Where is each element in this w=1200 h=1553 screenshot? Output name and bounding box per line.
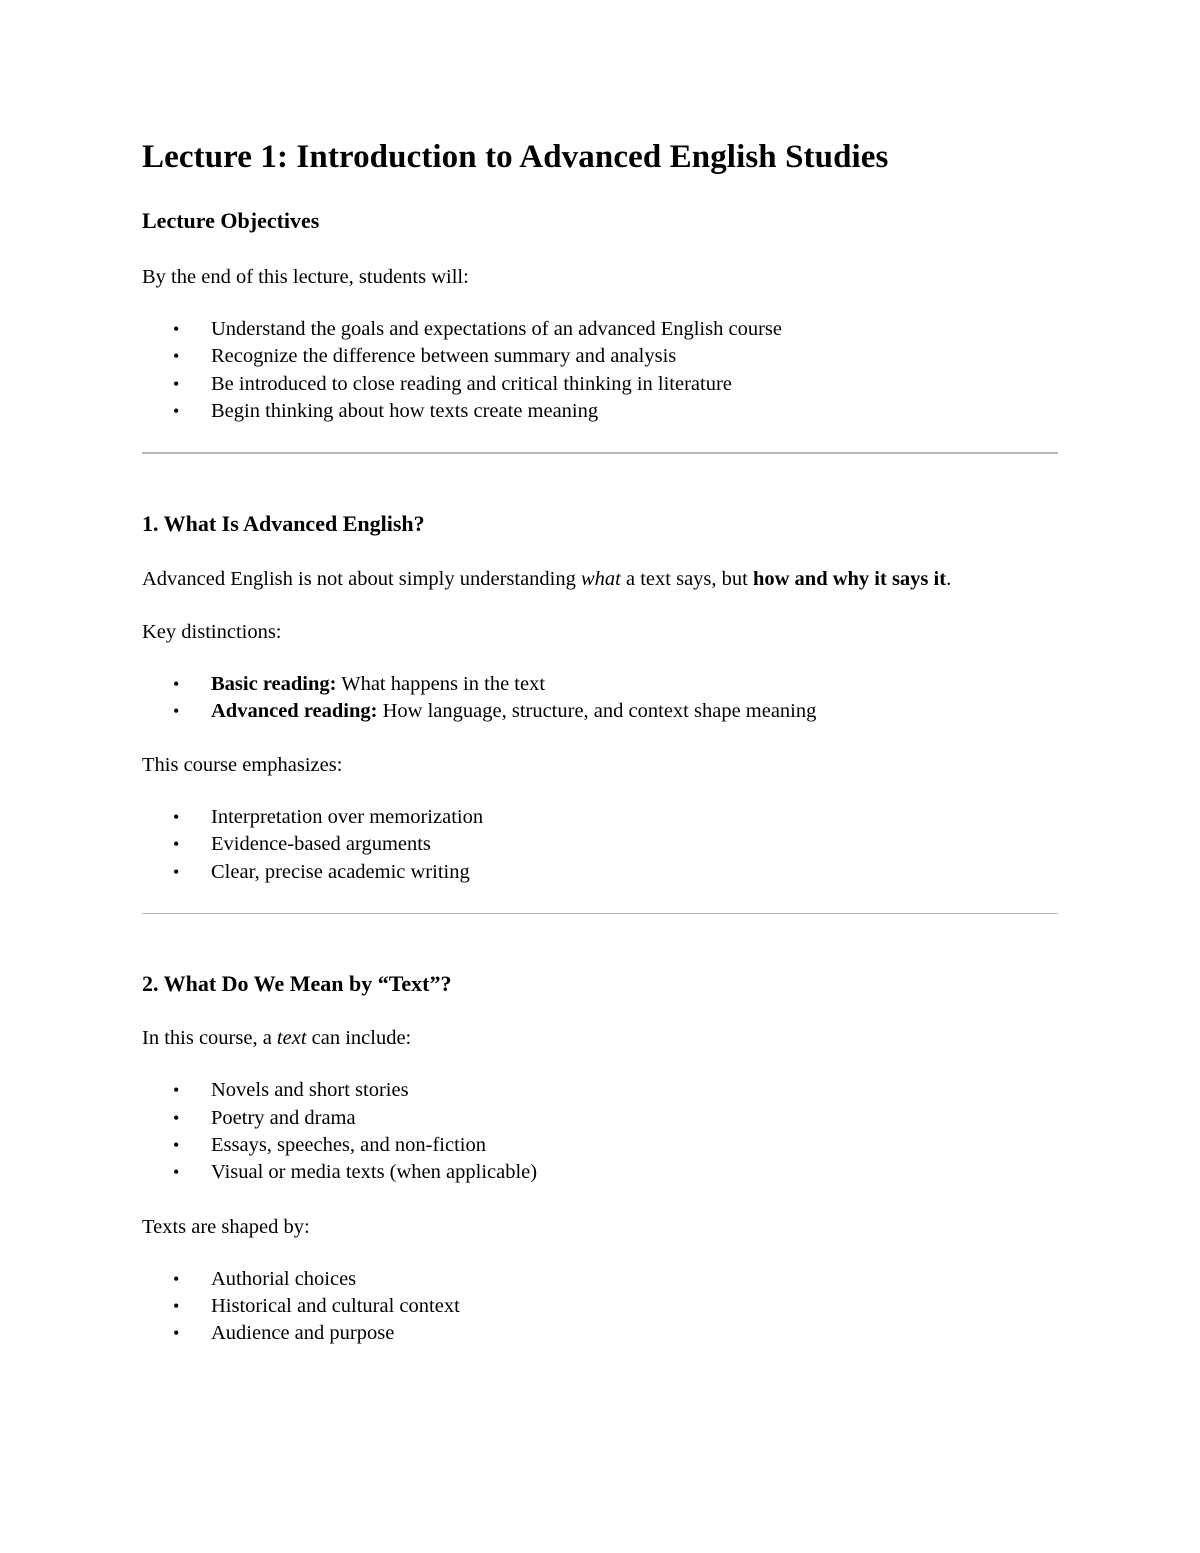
list-item: • Authorial choices: [142, 1266, 1058, 1293]
list-item: • Historical and cultural context: [142, 1293, 1058, 1320]
bullet-icon: •: [173, 1080, 180, 1101]
list-item: • Recognize the difference between summary and analysis: [142, 343, 1058, 370]
objectives-list: [142, 316, 1058, 425]
bullet-icon: •: [173, 673, 180, 694]
section2-heading: 2. What Do We Mean by “Text”?: [142, 971, 452, 997]
section2-intro: In this course, a text can include:: [142, 1027, 412, 1050]
list-item: • Understand the goals and expectations of an advanced English course: [142, 316, 1058, 343]
bullet-icon: •: [173, 834, 180, 855]
list-item: • Poetry and drama: [142, 1105, 1058, 1132]
bullet-icon: •: [173, 373, 180, 394]
list-item: • Basic reading: What happens in the text: [142, 671, 1058, 698]
bullet-icon: •: [173, 346, 180, 367]
bullet-icon: •: [173, 1162, 180, 1183]
bullet-icon: •: [173, 700, 180, 721]
bullet-icon: •: [173, 1107, 180, 1128]
bullet-icon: •: [173, 1268, 180, 1289]
objectives-intro: By the end of this lecture, students will:: [142, 265, 469, 288]
list-item: • Be introduced to close reading and critical thinking in literature: [142, 371, 1058, 398]
bullet-icon: •: [173, 1323, 180, 1344]
bullet-icon: •: [173, 807, 180, 828]
bullet-icon: •: [173, 1135, 180, 1156]
text-types-list: [142, 1077, 1058, 1186]
distinctions-intro: Key distinctions:: [142, 620, 282, 643]
bullet-icon: •: [173, 1295, 180, 1316]
list-item: • Essays, speeches, and non-fiction: [142, 1132, 1058, 1159]
objectives-heading: Lecture Objectives: [142, 207, 320, 233]
section1-paragraph: Advanced English is not about simply understanding what a text says, but how and why it says it.: [142, 567, 952, 590]
list-item: • Evidence-based arguments: [142, 831, 1058, 858]
section1-heading: 1. What Is Advanced English?: [142, 511, 425, 537]
lecture-title: Lecture 1: Introduction to Advanced English Studies: [142, 139, 889, 175]
bullet-icon: •: [173, 318, 180, 339]
list-item: • Begin thinking about how texts create meaning: [142, 398, 1058, 425]
list-item: • Advanced reading: How language, structure, and context shape meaning: [142, 698, 1058, 725]
shaped-by-intro: Texts are shaped by:: [142, 1215, 310, 1238]
emphasis-list: [142, 804, 1058, 886]
list-item: • Clear, precise academic writing: [142, 859, 1058, 886]
bullet-icon: •: [173, 400, 180, 421]
distinctions-list: [142, 671, 1058, 726]
list-item: • Interpretation over memorization: [142, 804, 1058, 831]
list-item: • Novels and short stories: [142, 1077, 1058, 1104]
emphasis-intro: This course emphasizes:: [142, 754, 343, 777]
shaped-by-list: [142, 1266, 1058, 1348]
list-item: • Visual or media texts (when applicable): [142, 1159, 1058, 1186]
bullet-icon: •: [173, 861, 180, 882]
list-item: • Audience and purpose: [142, 1320, 1058, 1347]
